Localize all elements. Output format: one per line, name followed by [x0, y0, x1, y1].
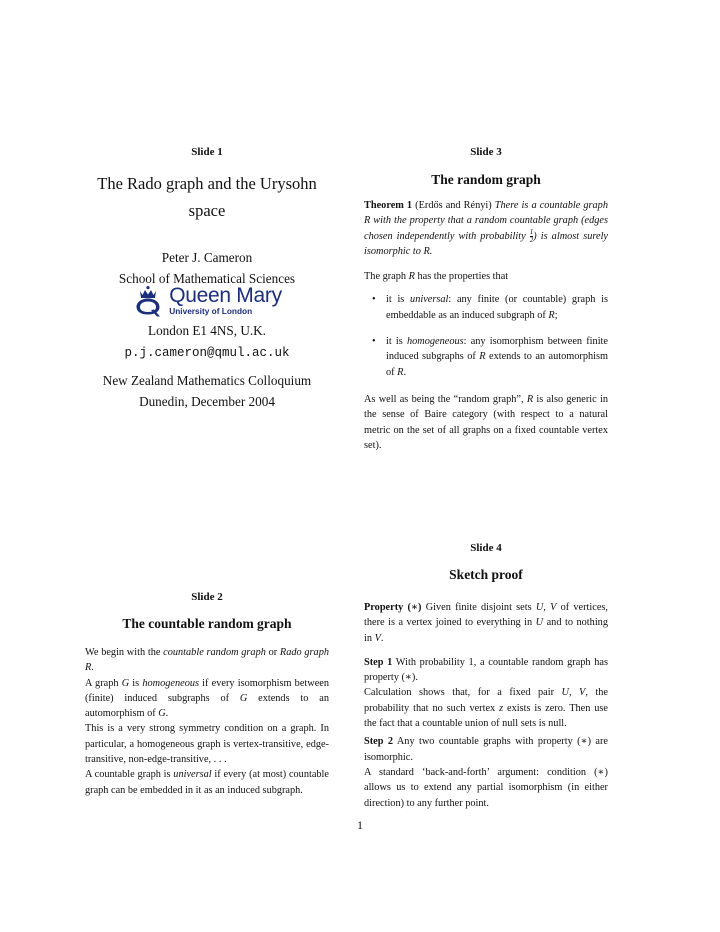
- slide4-heading: Sketch proof: [449, 567, 523, 582]
- logo-main-text: Queen Mary: [169, 284, 282, 307]
- slide4-label: Slide 4: [470, 542, 502, 554]
- list-item: • it is universal: any finite (or countable) graph is embeddable as an induced subgraph of R;: [372, 294, 608, 321]
- slide4-body: [364, 600, 608, 811]
- event-block: [85, 370, 329, 412]
- slide3-body: [364, 198, 608, 453]
- slide1-title: [85, 170, 329, 224]
- slide2-paragraph: A graph G is homogeneous if every isomorphism between (finite) induced subgraphs of G extends to an automorphism of G.: [85, 677, 329, 720]
- slide2-label: Slide 2: [191, 591, 223, 603]
- properties-intro: The graph R has the properties that: [364, 271, 509, 283]
- author-email[interactable]: p.j.cameron@qmul.ac.uk: [124, 346, 290, 360]
- slide2-paragraph: This is a very strong symmetry condition on a graph. In particular, a homogeneous graph is vertex-transitive, edge-transitive, non-edge-transitive, . . .: [85, 723, 329, 766]
- event-place-date: Dunedin, December 2004: [139, 394, 275, 409]
- list-item: • it is homogeneous: any isomorphism between finite induced subgraphs of R extends to an automorphism of R.: [372, 336, 609, 378]
- author-address: London E1 4NS, U.K.: [148, 323, 266, 338]
- author-school: School of Mathematical Sciences: [118, 271, 296, 286]
- slide1-title-line2: space: [188, 201, 226, 220]
- slide3-heading: The random graph: [431, 172, 541, 187]
- step-2: Step 2 Any two countable graphs with property (∗) are isomorphic.: [364, 736, 608, 763]
- property-star: Property (∗) Given finite disjoint sets U, V of vertices, there is a vertex joined to everything in U and to nothing in V.: [364, 602, 608, 644]
- logo-sub-text: University of London: [169, 306, 253, 316]
- university-logo: [85, 285, 329, 319]
- slide2-body: [85, 645, 329, 798]
- slide2-paragraph: A countable graph is universal if every (at most) countable graph can be embedded in it as an induced subgraph.: [85, 769, 329, 796]
- slide2-heading: The countable random graph: [122, 616, 292, 631]
- event-name: New Zealand Mathematics Colloquium: [102, 373, 312, 388]
- slide1-author-block: [85, 247, 329, 289]
- step-1: Step 1 With probability 1, a countable random graph has property (∗).: [364, 656, 608, 684]
- step-1-calculation: Calculation shows that, for a fixed pair U, V, the probability that no such vertex z exists is zero. Then use the fact that a countable union of null sets is null.: [364, 687, 609, 730]
- slide3-label: Slide 3: [470, 146, 502, 158]
- author-name: Peter J. Cameron: [161, 250, 253, 265]
- closing-paragraph: As well as being the “random graph”, R is also generic in the sense of Baire category (with respect to a natural metric on the set of all graphs on a fixed countable vertex set).: [364, 393, 609, 451]
- step-2-argument: A standard ‘back-and-forth’ argument: condition (∗) allows us to extend any partial isomorphism (in either direction) to any further point.: [364, 766, 608, 809]
- slide1-title-line1: The Rado graph and the Urysohn: [97, 174, 317, 193]
- page-number: 1: [357, 818, 363, 832]
- property-list: [364, 292, 608, 379]
- crown-q-logo-icon: [132, 285, 164, 317]
- slide2-paragraph: We begin with the countable random graph or Rado graph R.: [85, 647, 329, 674]
- theorem-1: Theorem 1 (Erdős and Rényi) There is a countable graph R with the property that a random countable graph (edges chosen independently with probability $\frac{1}{2}$ ) is almost surely isomorphic to R.: [364, 200, 608, 257]
- slide1-label: Slide 1: [191, 146, 223, 158]
